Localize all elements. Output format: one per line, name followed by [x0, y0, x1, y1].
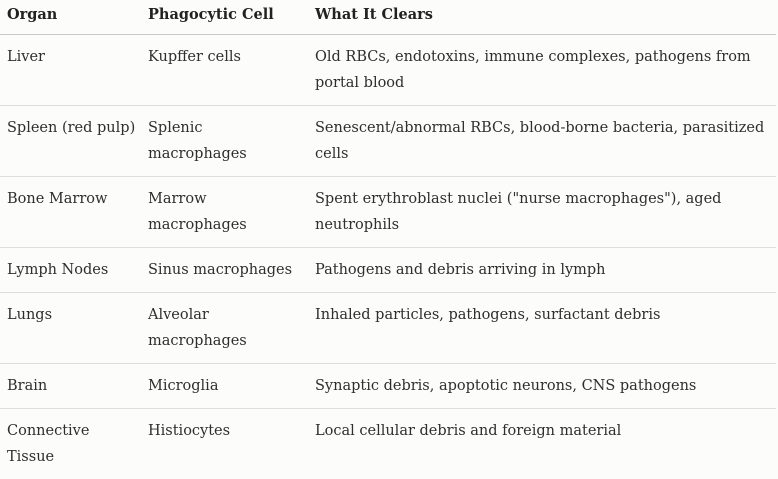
- column-header-phagocytic-cell: Phagocytic Cell: [141, 0, 308, 35]
- organ-cell: Bone Marrow: [0, 177, 141, 248]
- column-header-organ: Organ: [0, 0, 141, 35]
- organ-cell: Connective Tissue: [0, 409, 141, 479]
- column-header-what-it-clears: What It Clears: [308, 0, 776, 35]
- organ-cell: Liver: [0, 35, 141, 106]
- table-body: [0, 35, 776, 479]
- header-row: [0, 0, 776, 35]
- phagocytic-cell-cell: Histiocytes: [141, 409, 308, 479]
- clears-cell: Local cellular debris and foreign material: [308, 409, 776, 479]
- organ-cell: Lungs: [0, 293, 141, 364]
- clears-cell: Spent erythroblast nuclei ("nurse macrophages"), aged neutrophils: [308, 177, 776, 248]
- phagocytic-cell-cell: Microglia: [141, 364, 308, 409]
- organ-cell: Lymph Nodes: [0, 248, 141, 293]
- organ-cell: Brain: [0, 364, 141, 409]
- organ-cell: Spleen (red pulp): [0, 106, 141, 177]
- clears-cell: Old RBCs, endotoxins, immune complexes, pathogens from portal blood: [308, 35, 776, 106]
- clears-cell: Inhaled particles, pathogens, surfactant debris: [308, 293, 776, 364]
- clears-cell: Pathogens and debris arriving in lymph: [308, 248, 776, 293]
- table-row: [0, 409, 776, 479]
- phagocytic-cell-cell: Marrow macrophages: [141, 177, 308, 248]
- phagocytic-cell-cell: Kupffer cells: [141, 35, 308, 106]
- table-row: [0, 106, 776, 177]
- table-row: [0, 364, 776, 409]
- table-row: [0, 177, 776, 248]
- phagocytic-cell-cell: Sinus macrophages: [141, 248, 308, 293]
- phagocytic-cell-cell: Splenic macrophages: [141, 106, 308, 177]
- table-row: [0, 293, 776, 364]
- phagocytic-cell-cell: Alveolar macrophages: [141, 293, 308, 364]
- table-row: [0, 248, 776, 293]
- clears-cell: Synaptic debris, apoptotic neurons, CNS pathogens: [308, 364, 776, 409]
- table-row: [0, 35, 776, 106]
- clears-cell: Senescent/abnormal RBCs, blood-borne bacteria, parasitized cells: [308, 106, 776, 177]
- table-header: [0, 0, 776, 35]
